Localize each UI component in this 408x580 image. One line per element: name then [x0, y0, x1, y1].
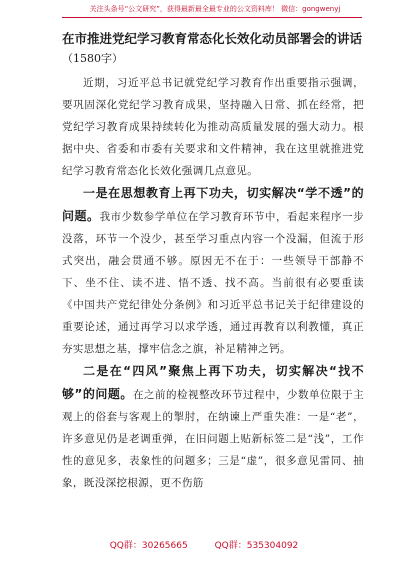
section-1-paragraph — [62, 182, 364, 360]
word-count: （1580字） — [62, 52, 123, 65]
document-body — [62, 30, 364, 494]
intro-paragraph: 近期，习近平总书记就党纪学习教育作出重要指示强调，要巩固深化党纪学习教育成果，坚持融入日常、抓在经常，把党纪学习教育成果持续转化为推动高质量发展的强大动力。根据中央、省委和市委有关要求和文件精神，我在这里就推进党纪学习教育常态化长效化强调几点意见。 — [62, 77, 364, 177]
section-1-heading: 一是在思想教育上再下功夫，切实解决“学不透”的问题。 — [62, 186, 364, 223]
section-2-paragraph — [62, 360, 364, 494]
footer-qq-groups — [0, 538, 408, 551]
section-1-text: 我市少数参学单位在学习教育环节中，看起来程序一步没落，环节一个没少，甚至学习重点内容一个没漏，但流于形式突出，融会贯通不够。原因无不在于：一些领导干部静不下、坐不住、读不进、悟不透、找不高。当前很有必要重读《中国共产党纪律处分条例》和习近平总书记关于纪律建设的重要论述，通过再学习以求学透，通过再教育以利教懂，真正夯实思想之基，撑牢信念之旗，补足精神之钙。 — [62, 211, 364, 355]
header-banner: 关注头条号“公文研究”，获得最新最全最专业的公文资料库！ 微信：gongwenyj — [89, 5, 341, 13]
document-title: 在市推进党纪学习教育常态化长效化动员部署会的讲话 — [62, 31, 363, 46]
section-2-text: 在之前的检视整改环节过程中，少数单位限于主观上的俗套与客观上的掣肘，在纳谏上严重失准：一是“老”，许多意见仍是老调重弹，在旧问题上贴新标签二是“浅”，工作性的意见多，表象性的问题多；三是“虚”，很多意见雷同、抽象，既没深挖根源，更不伤筋 — [62, 389, 364, 489]
header-divider — [62, 17, 362, 18]
footer-qq-group-1: QQ群：30265665 — [109, 541, 188, 551]
footer-qq-group-2: QQ群：535304092 — [214, 541, 299, 551]
section-2-heading: 二是在“四风”聚焦上再下功夫，切实解决“找不够”的问题。 — [62, 364, 364, 401]
